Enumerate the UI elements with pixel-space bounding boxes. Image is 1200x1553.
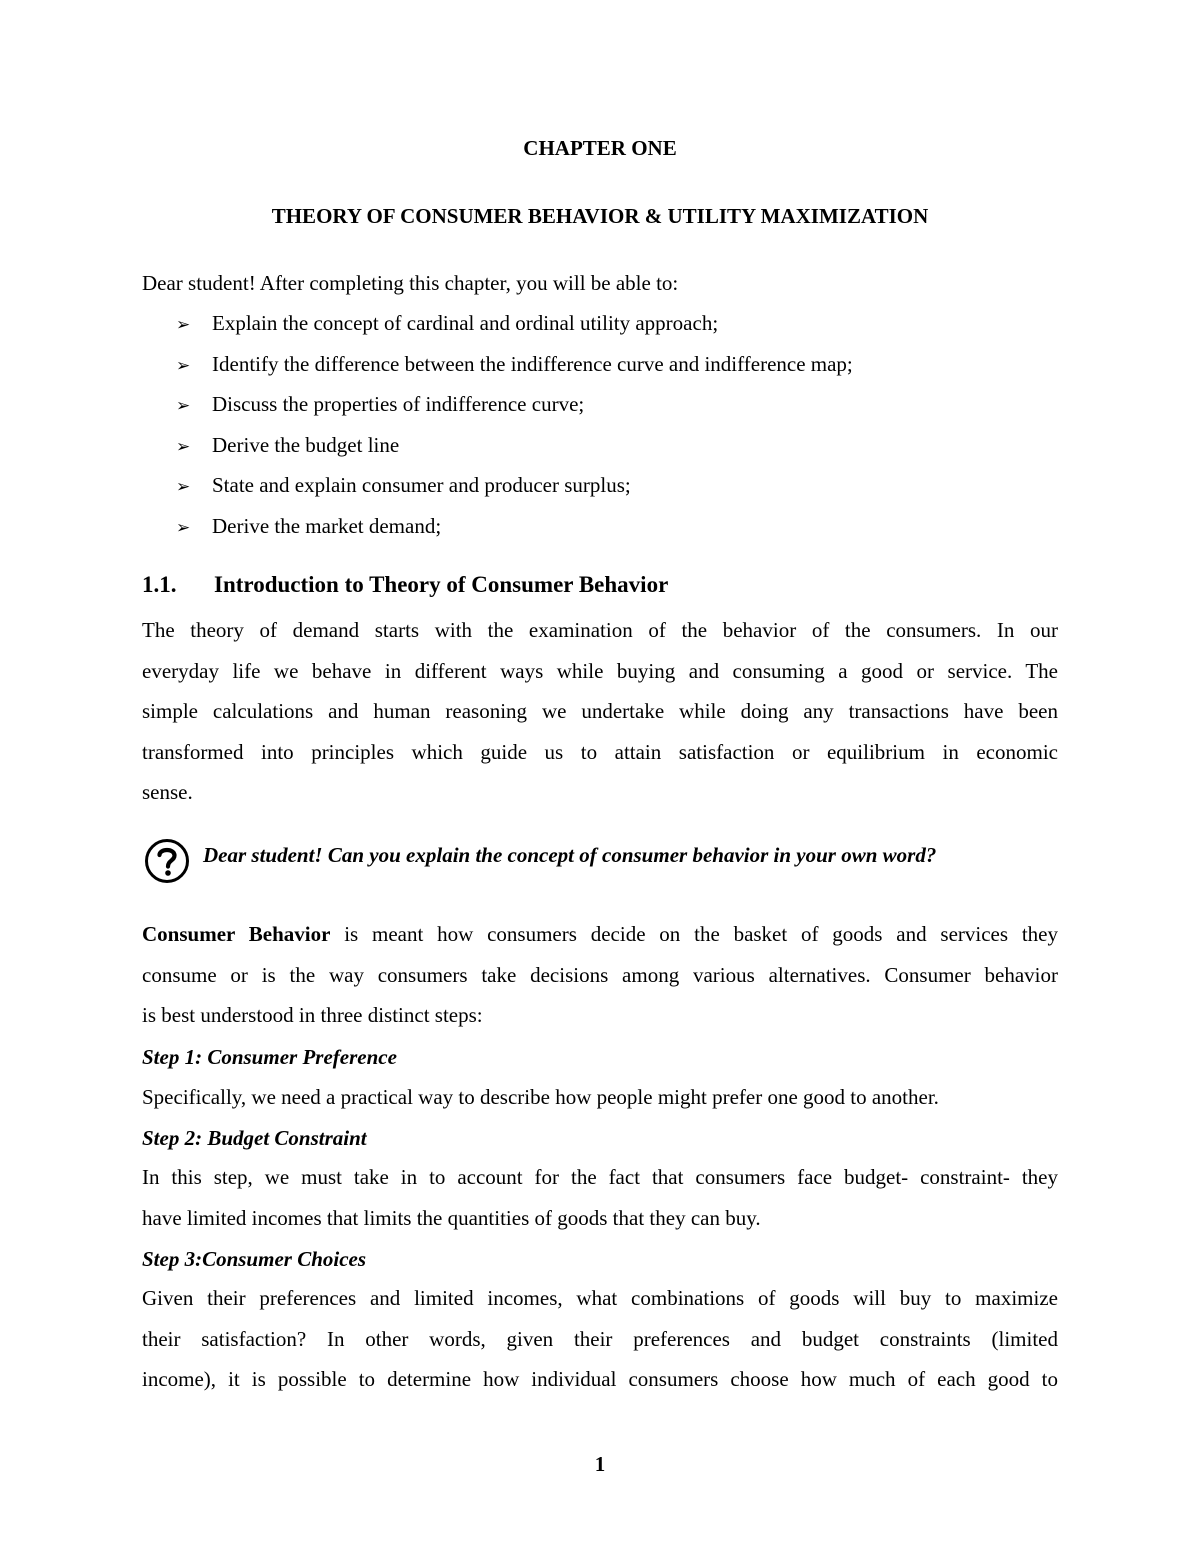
question-mark-circle-icon [144,838,190,884]
step2-paragraph: In this step, we must take in to account for the fact that consumers face budget- constraint- they have limited incomes that limits the quantities of goods that they can buy. [142,1165,1058,1230]
consumer-behavior-paragraph: Consumer Behavior is meant how consumers decide on the basket of goods and services they consume or is the way consumers take decisions among various alternatives. Consumer behavior is best understood in three distinct steps: [142,922,1058,1028]
list-item: ➢ State and explain consumer and producer surplus; [176,473,631,497]
arrow-bullet-icon: ➢ [176,437,191,457]
list-item: ➢ Derive the market demand; [176,514,442,538]
arrow-bullet-icon: ➢ [176,396,191,416]
arrow-bullet-icon: ➢ [176,315,191,335]
section-title: Introduction to Theory of Consumer Behavior [214,572,669,597]
intro-text: Dear student! After completing this chapter, you will be able to: [142,271,679,295]
section-heading [142,572,669,598]
step2-heading: Step 2: Budget Constraint [142,1126,367,1150]
step1-heading: Step 1: Consumer Preference [142,1045,397,1069]
arrow-bullet-icon: ➢ [176,356,191,376]
chapter-title: THEORY OF CONSUMER BEHAVIOR & UTILITY MAXIMIZATION [271,204,929,228]
list-item: ➢ Derive the budget line [176,433,400,457]
section-number: 1.1. [142,572,177,597]
arrow-bullet-icon: ➢ [176,518,191,538]
chapter-label: CHAPTER ONE [523,136,677,160]
arrow-bullet-icon: ➢ [176,477,191,497]
step1-text: Specifically, we need a practical way to describe how people might prefer one good to another. [142,1085,939,1109]
step3-paragraph: Given their preferences and limited incomes, what combinations of goods will buy to maximize their satisfaction? In other words, given their preferences and budget constraints (limited income), it is possible to determine how individual consumers choose how much of each good to [142,1286,1058,1392]
page-number: 1 [594,1452,606,1476]
section-paragraph: The theory of demand starts with the examination of the behavior of the consumers. In our everyday life we behave in different ways while buying and consuming a good or service. The simple calculations and human reasoning we undertake while doing any transactions have been transformed into principles which guide us to attain satisfaction or equilibrium in economic sense. [142,618,1058,805]
step3-heading: Step 3:Consumer Choices [142,1247,367,1271]
question-prompt: Dear student! Can you explain the concept of consumer behavior in your own word? [203,843,937,867]
list-item: ➢ Explain the concept of cardinal and ordinal utility approach; [176,311,719,335]
list-item: ➢ Identify the difference between the indifference curve and indifference map; [176,352,853,376]
list-item: ➢ Discuss the properties of indifference curve; [176,392,585,416]
consumer-behavior-term: Consumer Behavior [142,922,331,946]
